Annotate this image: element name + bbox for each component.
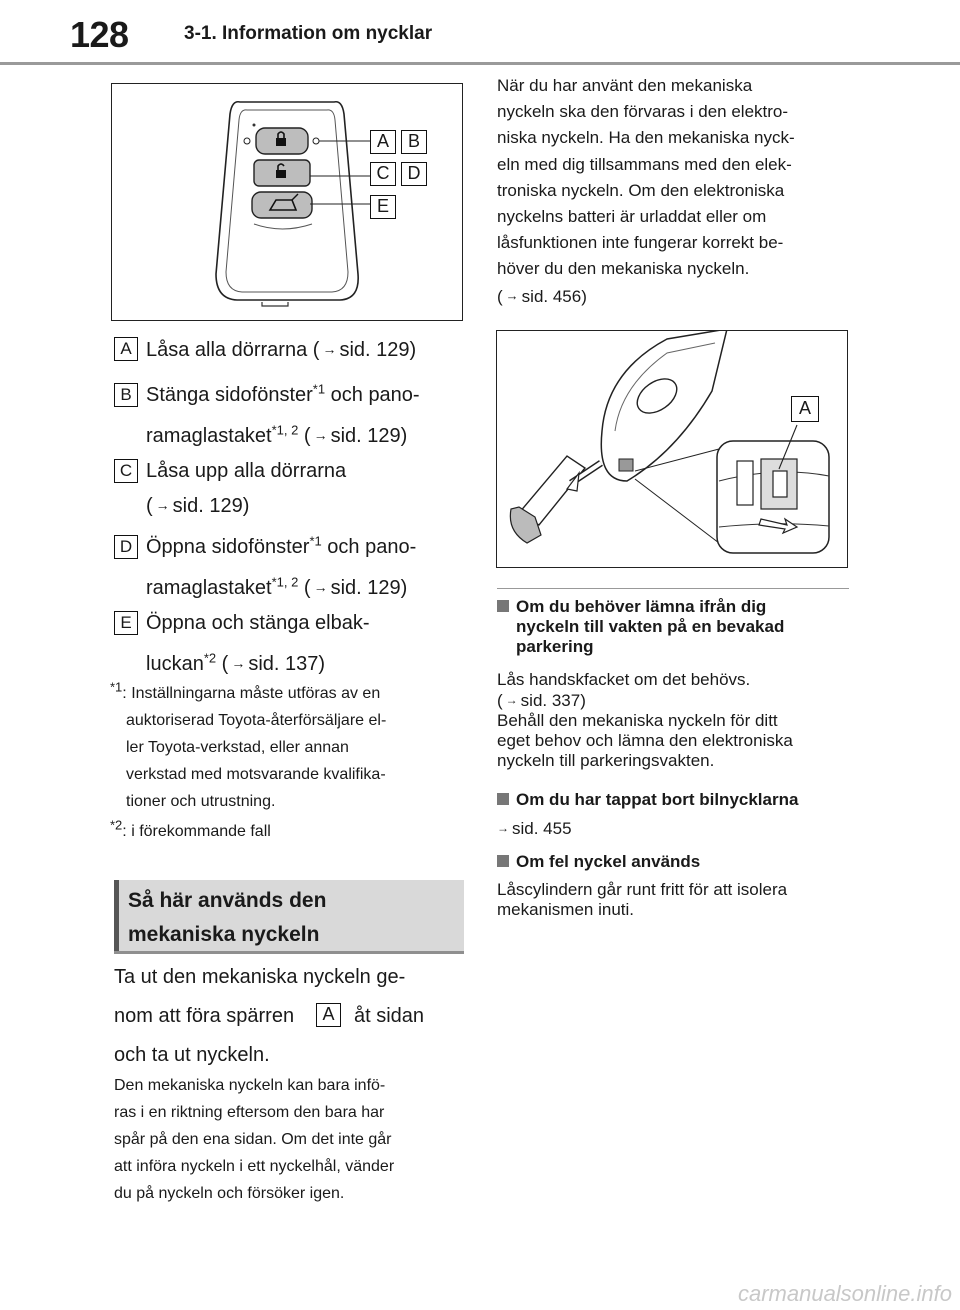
instruction-text: Ta ut den mekaniska nyckeln ge- nom att föra spärren A åt sidan och ta ut nyckeln. xyxy=(114,966,425,1066)
item-label: C xyxy=(114,459,138,483)
figure-label-a: A xyxy=(370,130,396,154)
section-body-wrong-key: Låscylindern går runt fritt för att isolera mekanismen inuti. xyxy=(497,880,788,919)
mechanical-key-illustration xyxy=(497,331,846,566)
item-label: B xyxy=(114,383,138,407)
arrow-right-icon: → xyxy=(313,427,328,443)
header-rule xyxy=(0,62,960,65)
arrow-right-icon: → xyxy=(231,655,246,671)
key-fob-illustration xyxy=(112,84,461,319)
arrow-right-icon: → xyxy=(497,821,509,835)
bullet-square-icon xyxy=(497,855,509,867)
section-heading-lost-keys: Om du har tappat bort bilnycklarna xyxy=(497,790,857,810)
arrow-right-icon: → xyxy=(505,287,519,303)
bullet-square-icon xyxy=(497,600,509,612)
instruction-label-a: A xyxy=(316,1003,341,1027)
item-label: A xyxy=(114,337,138,361)
figure-label-d: D xyxy=(401,162,427,186)
arrow-right-icon: → xyxy=(322,341,337,357)
arrow-right-icon: → xyxy=(505,693,518,707)
footnote-1: $^{*1}$: Inställningarna måste utföras av en auktoriserad Toyota-återförsäljare el- ler Toyota-verkstad, eller annan verkstad med motsvarande kvalifika- tioner och utrustning. xyxy=(110,679,387,810)
item-label: E xyxy=(114,611,138,635)
separator-rule xyxy=(497,588,849,589)
note-text: Den mekaniska nyckeln kan bara infö- ras i en riktning eftersom den bara har spår på den ena sidan. Om det inte går att införa nyckeln i ett nyckelhål, vänder du på nyckeln och försöker igen. xyxy=(114,1077,395,1202)
item-d: D Öppna sidofönster$^{*1}$ och pano- ramaglastaket$^{*1, 2}$ ( → sid. 129) xyxy=(114,530,464,605)
item-c: C Låsa upp alla dörrarna ( → sid. 129) xyxy=(114,454,464,523)
section-heading-parking: Om du behöver lämna ifrån dig nyckeln till vakten på en bevakad parkering xyxy=(497,597,857,657)
item-label: D xyxy=(114,535,138,559)
figure2-label-a: A xyxy=(791,396,819,422)
item-e: E Öppna och stänga elbak- luckan$^{*2}$ ( → sid. 137) xyxy=(114,606,464,681)
section-heading-wrong-key: Om fel nyckel används xyxy=(497,852,857,872)
arrow-right-icon: → xyxy=(313,579,328,595)
item-b: B Stänga sidofönster$^{*1}$ och pano- ramaglastaket$^{*1, 2}$ ( → sid. 129) xyxy=(114,378,464,453)
bullet-square-icon xyxy=(497,793,509,805)
section-body-lost-keys: → sid. 455 xyxy=(497,819,572,838)
figure-label-e: E xyxy=(370,195,396,219)
figure-label-b: B xyxy=(401,130,427,154)
item-a: A Låsa alla dörrarna ( → sid. 129) xyxy=(114,332,464,367)
arrow-right-icon: → xyxy=(155,497,170,513)
section-title: 3-1. Information om nycklar xyxy=(184,23,433,44)
section-body-parking: Lås handskfacket om det behövs. ( → sid. 337) Behåll den mekaniska nyckeln för ditt eget behov och lämna den elektroniska nyckeln till parkeringsvakten. xyxy=(497,670,793,770)
page-number: 128 xyxy=(70,14,129,55)
box-heading: Så här används den mekaniska nyckeln xyxy=(114,880,464,954)
watermark: carmanualsonline.info xyxy=(737,1281,952,1306)
right-paragraph: När du har använt den mekaniska nyckeln ska den förvaras i den elektro- niska nyckeln. Ha den mekaniska nyck- eln med dig tillsammans med den elek- troniska nyckeln. Om den elektroniska nyckelns batteri är urladdat eller om låsfunktionen inte fungerar korrekt be- höver du den mekaniska nyckeln. ( → sid. 456) xyxy=(497,73,857,310)
key-fob-figure xyxy=(111,83,463,321)
figure-label-c: C xyxy=(370,162,396,186)
mechanical-key-figure xyxy=(496,330,848,568)
footnote-2: $^{*2}$: i förekommande fall xyxy=(110,817,271,840)
